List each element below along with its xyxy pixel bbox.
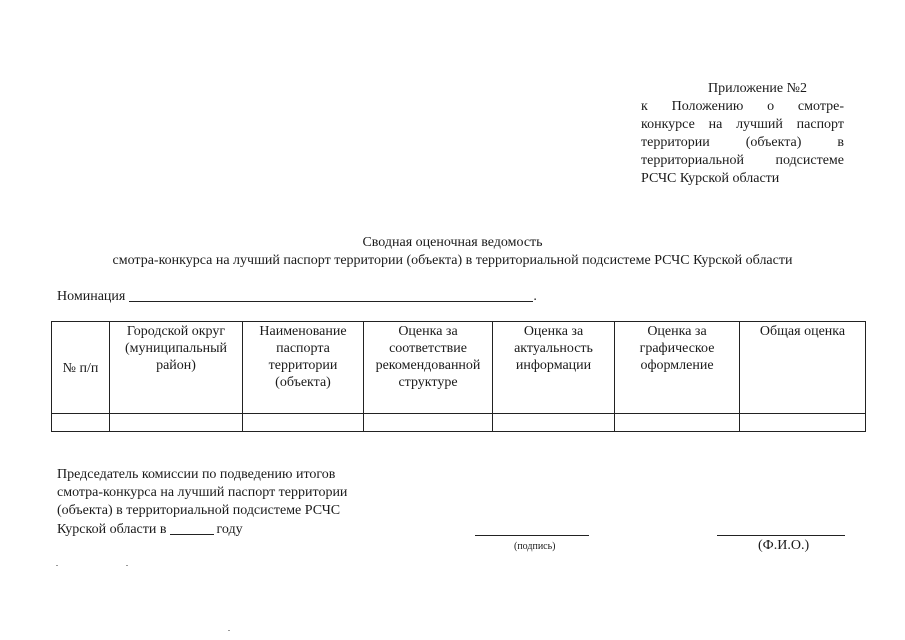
- table-cell: [243, 414, 364, 432]
- scan-speck: [126, 565, 128, 566]
- scan-speck: [228, 630, 230, 631]
- col-header-district: Городской округ (муниципальный район): [110, 322, 243, 414]
- chairman-line-year: Курской области в году: [57, 522, 243, 537]
- appendix-block: [641, 80, 844, 188]
- appendix-line: конкурсе на лучший паспорт: [641, 117, 844, 132]
- chairman-line: Председатель комиссии по подведению итогов: [57, 467, 336, 482]
- nomination-label: Номинация: [57, 289, 126, 304]
- chairman-line: (объекта) в территориальной подсистеме РСЧС: [57, 503, 341, 518]
- appendix-line: территории (объекта) в: [641, 135, 844, 150]
- evaluation-table: [51, 321, 866, 432]
- col-header-graphics-score: Оценка за графическое оформление: [615, 322, 740, 414]
- appendix-line: к Положению о смотре-: [641, 99, 844, 114]
- chairman-block: [57, 466, 347, 539]
- name-line: [717, 535, 845, 536]
- table-cell: [364, 414, 493, 432]
- signature-line: [475, 535, 589, 536]
- table-row: [52, 414, 866, 432]
- signature-caption: (подпись): [514, 541, 556, 552]
- table-cell: [110, 414, 243, 432]
- document-title: Сводная оценочная ведомость: [362, 235, 543, 250]
- nomination-end: .: [533, 289, 537, 304]
- col-header-total-score: Общая оценка: [740, 322, 866, 414]
- nomination-row: [57, 287, 537, 306]
- nomination-blank: [129, 287, 533, 302]
- col-header-structure-score: Оценка за соответствие рекомендованной структуре: [364, 322, 493, 414]
- appendix-line: территориальной подсистеме: [641, 153, 844, 168]
- col-header-relevance-score: Оценка за актуальность информации: [493, 322, 615, 414]
- col-header-passport-name: Наименование паспорта территории (объекта): [243, 322, 364, 414]
- table-header-row: [52, 322, 866, 414]
- chairman-line: смотра-конкурса на лучший паспорт территории: [57, 485, 348, 500]
- appendix-title: Приложение №2: [708, 81, 807, 96]
- scan-speck: [56, 565, 58, 566]
- name-caption: (Ф.И.О.): [758, 538, 810, 553]
- col-header-number: № п/п: [52, 322, 110, 414]
- table-cell: [493, 414, 615, 432]
- appendix-line: РСЧС Курской области: [641, 171, 780, 186]
- table-cell: [615, 414, 740, 432]
- year-blank: [170, 520, 214, 535]
- table-cell: [740, 414, 866, 432]
- document-subtitle: смотра-конкурса на лучший паспорт территории (объекта) в территориальной подсистеме РСЧС Курской области: [112, 253, 793, 268]
- table-cell: [52, 414, 110, 432]
